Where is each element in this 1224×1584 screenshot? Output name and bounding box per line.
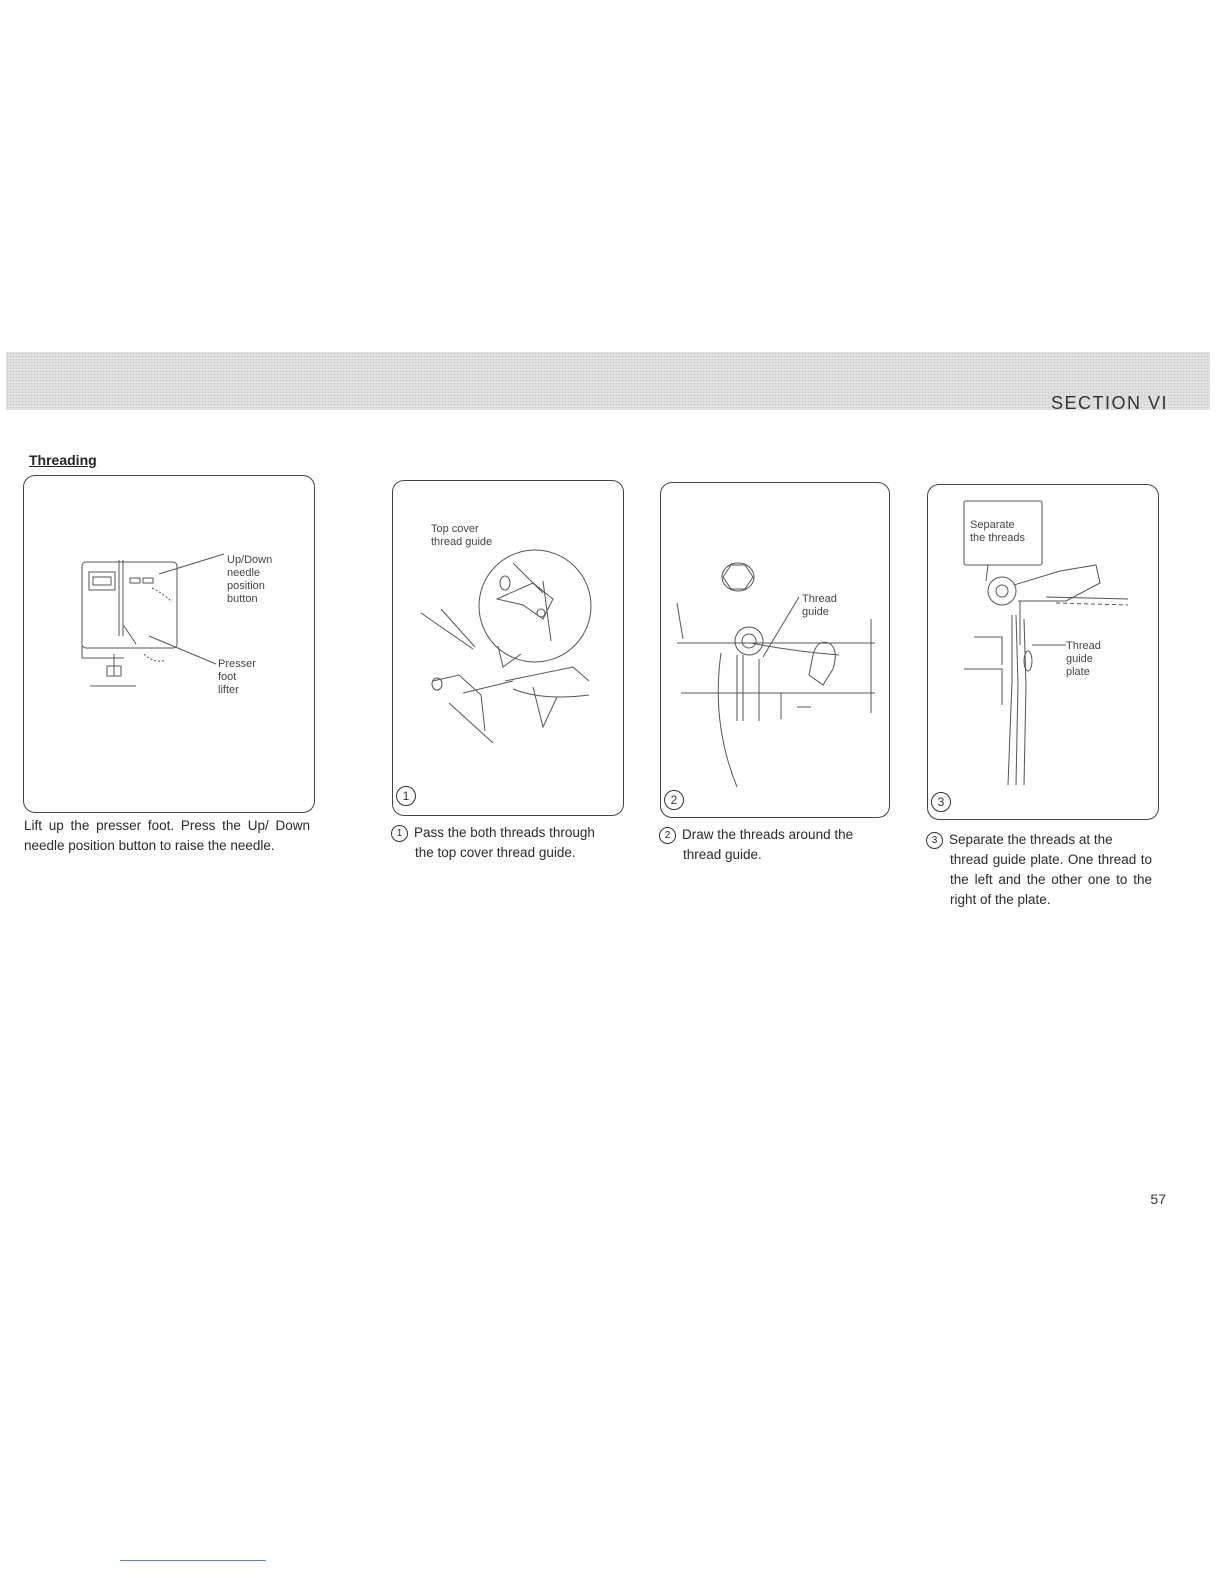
sewing-machine-illustration <box>24 476 314 812</box>
step-number-badge: 3 <box>931 792 951 812</box>
section-title: SECTION VI <box>1050 393 1168 413</box>
label-presser-foot-lifter: Presser foot lifter <box>218 658 256 696</box>
caption-step-2 <box>659 825 887 865</box>
step-number-badge: 1 <box>391 825 408 842</box>
label-separate-the-threads: Separate the threads <box>970 519 1026 544</box>
label-thread-guide: Thread guide <box>802 593 837 618</box>
illustration-panel-step-3 <box>927 484 1159 820</box>
top-cover-guide-illustration <box>393 481 623 815</box>
caption-intro: Lift up the presser foot. Press the Up/ Down needle position button to raise the needle. <box>24 818 310 853</box>
page-number: 57 <box>1150 1191 1166 1207</box>
caption-line: Draw the threads around the <box>682 827 854 842</box>
illustration-panel-step-1 <box>392 480 624 816</box>
caption-rest: thread guide. <box>683 847 762 862</box>
illustration-panel-step-2 <box>660 482 890 818</box>
label-top-cover-thread-guide: Top cover thread guide <box>431 523 493 548</box>
step-number-badge: 3 <box>926 832 943 849</box>
thread-guide-plate-illustration <box>928 485 1158 819</box>
caption-rest: thread guide plate. One thread to the left and the other one to the right of the plate. <box>950 852 1152 907</box>
step-number-badge: 2 <box>659 827 676 844</box>
caption-line: Pass the both threads through <box>414 825 595 840</box>
thread-guide-illustration <box>661 483 889 817</box>
footer-rule <box>120 1560 266 1561</box>
caption-step-1 <box>391 823 621 863</box>
step-number-badge: 2 <box>664 790 684 810</box>
caption-step-3 <box>926 830 1152 910</box>
caption-rest: the top cover thread guide. <box>415 845 576 860</box>
section-header-band <box>6 352 1210 410</box>
label-thread-guide-plate: Thread guide plate <box>1066 640 1101 678</box>
label-up-down-needle-button: Up/Down needle position button <box>227 554 273 605</box>
page-heading: Threading <box>29 452 97 468</box>
caption-line: Separate the threads at the <box>949 832 1113 847</box>
step-number-badge: 1 <box>396 786 416 806</box>
illustration-panel-machine <box>23 475 315 813</box>
